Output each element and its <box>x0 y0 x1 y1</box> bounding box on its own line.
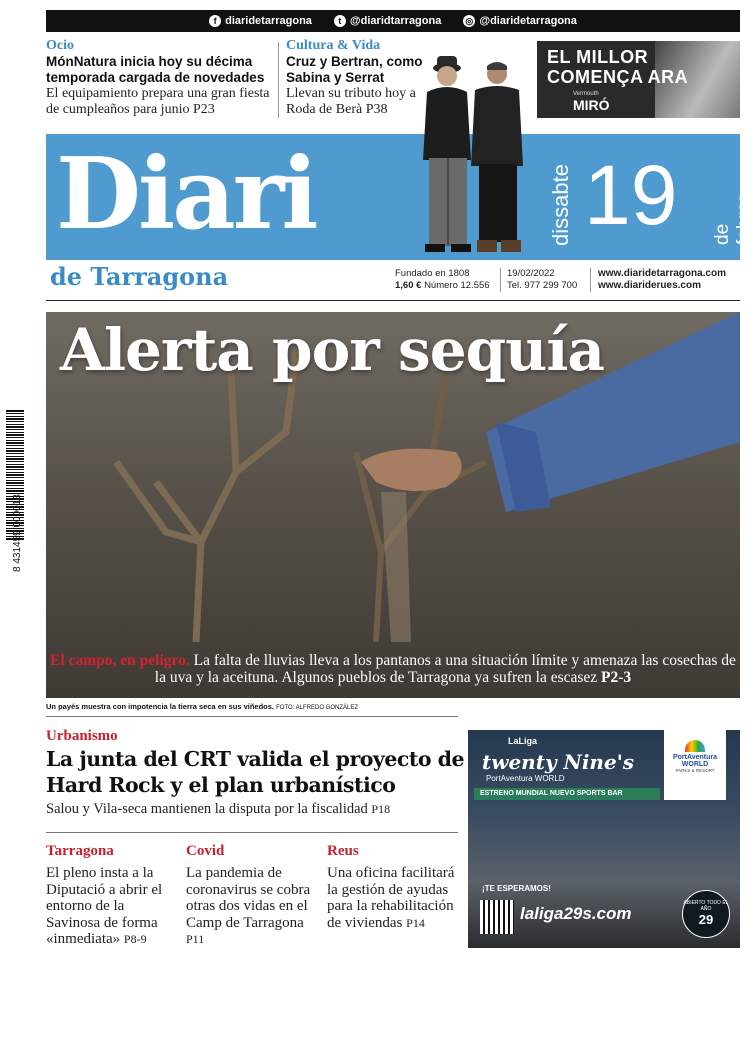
story-text: El pleno insta a la Diputació a abrir el entorno de la Savinosa de forma «inmediata» P8-9 <box>46 865 163 947</box>
masthead-websites[interactable]: www.diaridetarragona.com www.diariderues.com <box>598 268 726 291</box>
laliga-ad[interactable] <box>468 730 740 948</box>
page-ref: P38 <box>365 102 388 117</box>
social-bar <box>46 10 740 32</box>
masthead-weekday: dissabte <box>548 164 573 246</box>
story-section: Tarragona <box>46 843 114 859</box>
story-section: Covid <box>186 843 225 859</box>
qr-icon <box>480 900 514 934</box>
promo-ad[interactable] <box>537 41 740 118</box>
instagram-icon: ◎ <box>463 15 475 27</box>
facebook-link[interactable]: f diaridetarragona <box>209 15 312 27</box>
promo-brand: MIRÓ <box>573 97 610 113</box>
story-covid[interactable] <box>186 843 318 948</box>
masthead-subtitle: de Tarragona <box>50 262 229 291</box>
page-ref: P2-3 <box>601 669 632 686</box>
promo-line2: COMENÇA ARA <box>547 67 689 87</box>
urbanismo-headline[interactable]: La junta del CRT valida el proyecto de Hard Rock y el plan urbanístico <box>46 747 465 797</box>
urbanismo-section: Urbanismo <box>46 728 118 744</box>
lead-kicker: El campo, en peligro. <box>50 652 190 669</box>
ad-sub: PortAventura WORLD <box>486 774 565 783</box>
ad-brand: twenty Nine's <box>482 750 635 774</box>
ad-badge: ABIERTO TODO EL AÑO 29 <box>682 890 730 938</box>
masthead-info-2: 19/02/2022 Tel. 977 299 700 <box>507 268 578 291</box>
masthead-month: de febrer <box>712 195 755 245</box>
rule <box>46 716 458 717</box>
page-ref: P23 <box>192 102 215 117</box>
teaser-ocio[interactable] <box>46 38 274 118</box>
story-tarragona[interactable] <box>46 843 176 948</box>
ad-cta: ¡TE ESPERAMOS! <box>482 884 551 893</box>
rule <box>46 832 458 833</box>
masthead-title: Diari <box>56 137 316 252</box>
cover-people-illustration <box>405 48 540 264</box>
lead-summary: El campo, en peligro. La falta de lluvias lleva a los pantanos a una situación límite y amenaza las cosechas de la uva y la aceituna. Algunos pueblos de Tarragona ya sufren la escasez P2-3 <box>50 652 736 686</box>
teaser-section: Ocio <box>46 38 74 53</box>
masthead-day: 19 <box>584 148 678 242</box>
story-section: Reus <box>327 843 359 859</box>
ad-strip: ESTRENO MUNDIAL NUEVO SPORTS BAR <box>474 788 660 800</box>
ad-url[interactable]: laliga29s.com <box>520 904 632 923</box>
teaser-summary: El equipamiento prepara una gran fiesta de cumpleaños para junio P23 <box>46 86 270 117</box>
rule <box>46 300 740 301</box>
barcode-digits: 8 431459 000013 <box>12 494 23 572</box>
photo-credit: FOTO: ALFREDO GONZÁLEZ <box>276 705 359 711</box>
story-text: La pandemia de coronavirus se cobra otras dos vidas en el Camp de Tarragona P11 <box>186 865 311 946</box>
story-reus[interactable] <box>327 843 459 931</box>
rainbow-icon <box>685 740 705 752</box>
promo-small: Vermouth <box>573 91 599 97</box>
lead-headline[interactable]: Alerta por sequía <box>60 316 604 384</box>
facebook-icon: f <box>209 15 221 27</box>
photo-caption: Un payés muestra con impotencia la tierra seca en sus viñedos. FOTO: ALFREDO GONZÁLEZ <box>46 702 359 711</box>
ad-brand-top: LaLiga <box>508 736 538 746</box>
teaser-headline: MónNatura inicia hoy su décima temporada cargada de novedades <box>46 54 265 85</box>
promo-line1: EL MILLOR <box>547 47 649 67</box>
page-ref: P18 <box>371 802 391 816</box>
twitter-icon: t <box>334 15 346 27</box>
divider <box>590 268 591 292</box>
teaser-summary: Llevan su tributo hoy a Roda de Berà P38 <box>286 86 416 117</box>
instagram-link[interactable]: ◎ @diaridetarragona <box>463 15 577 27</box>
twitter-link[interactable]: t @diaridtarragona <box>334 15 441 27</box>
urbanismo-summary: Salou y Vila-seca mantienen la disputa por la fiscalidad P18 <box>46 801 391 817</box>
teaser-section: Cultura & Vida <box>286 38 381 53</box>
portaventura-logo: PortAventura WORLD PARKS & RESORT <box>664 730 726 800</box>
divider <box>278 42 279 118</box>
teaser-headline: Cruz y Bertran, como Sabina y Serrat <box>286 54 423 85</box>
divider <box>500 268 501 292</box>
story-text: Una oficina facilitará la gestión de ayudas para la rehabilitación de viviendas P14 <box>327 865 455 931</box>
masthead-info-1: Fundado en 1808 1,60 € Número 12.556 <box>395 268 490 291</box>
